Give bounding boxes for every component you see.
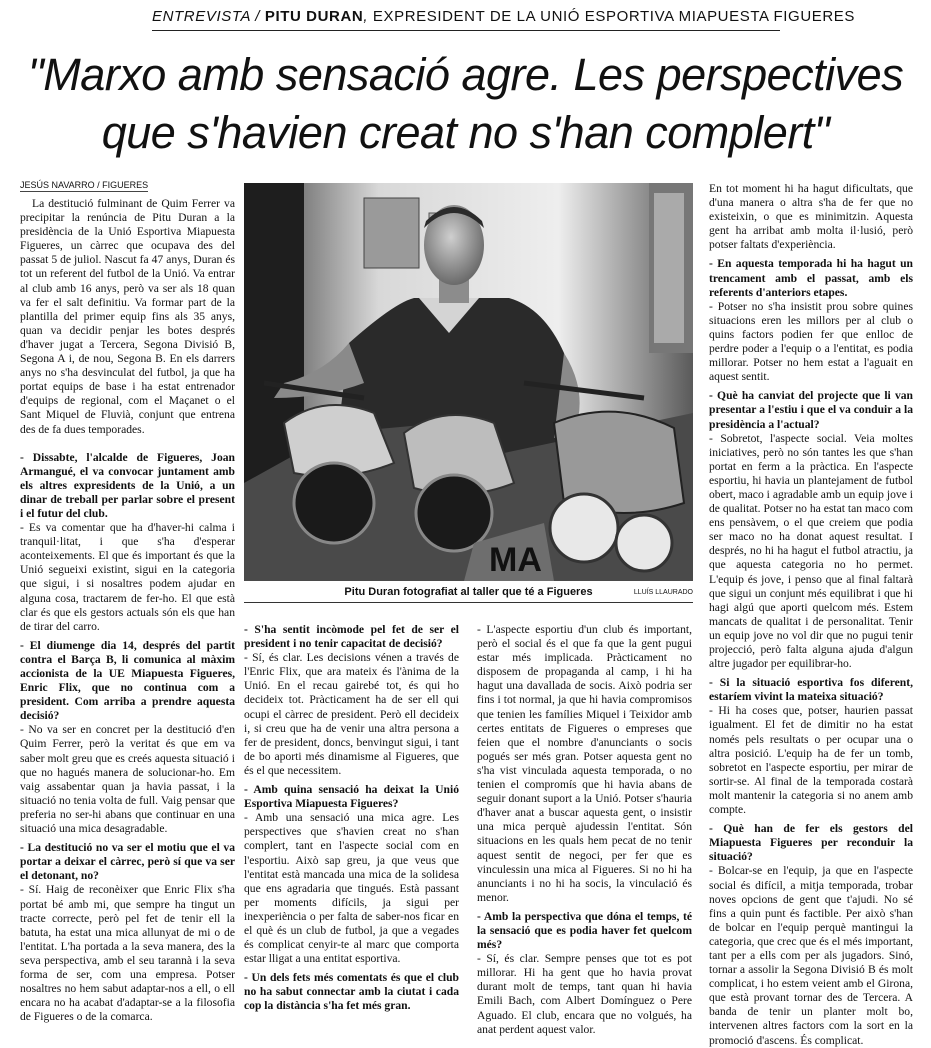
question: - Què han de fer els gestors del Miapuesta Figueres per reconduir la situació? [709, 822, 913, 864]
question: - Amb quina sensació ha deixat la Unió Esportiva Miapuesta Figueres? [244, 783, 459, 811]
section-kicker: ENTREVISTA / PITU DURAN, EXPRESIDENT DE LA UNIÓ ESPORTIVA MIAPUESTA FIGUERES [152, 4, 780, 31]
question: - Amb la perspectiva que dóna el temps, té la sensació que es podia haver fet quelcom més? [477, 909, 692, 952]
question: - La destitució no va ser el motiu que el va portar a deixar el càrrec, però sí que va ser el detonant, no? [20, 841, 235, 883]
intro-paragraph: La destitució fulminant de Quim Ferrer va precipitar la renúncia de Pitu Duran a la presidència de la Unió Esportiva Miapuesta Figueres, un càrrec que ocupava des del passat 5 de juliol. Nascut fa 47 anys, Duran és tot un referent del futbol de la Unió. Va entrar al club amb 16 anys, però va ser als 18 quan va fer el salt definitiu. Va formar part de la plantilla del primer equip fins als 35 anys, quan va decidir penjar les botes després d'haver jugat a Tercera, Segona Divisió B, Segona A i, de nou, Segona B. En els darrers anys no s'ha desvinculat del futbol, ja que ha portat equips de base i ha estat entrenador d'equips de regional, com el Maçanet o el Sant Miquel de Fluvià, conjunt que entrena des de fa dues temporades. [20, 197, 235, 436]
column-3 [477, 623, 692, 1036]
answer: - Hi ha coses que, potser, haurien passat igualment. El fet de dimitir no ha estat només pels resultats o per ocupar una o altra posició. L'equip ha de fer un tomb, sobretot en l'aspecte esportiu, per mirar de sortir-se. Al final de la temporada costarà molt mantenir la categoria si no anem amb compte. [709, 704, 913, 817]
answer: - Sí, és clar. Les decisions vénen a través de l'Enric Flix, que ara mateix és l'ànima de la Unió. En el recau gairebé tot, és qui ho decideix tot. Pràcticament ha de ser ell qui ocupi el càrrec de president. Però ell decideix i, si creu que ha de venir una altra persona a fer de president, doncs, benvingut sigui, i tant de bo aporti més dinamisme al Figueres, que és el que necessitem. [244, 651, 459, 777]
answer: - No va ser en concret per la destitució d'en Quim Ferrer, però la veritat és que em va saber molt greu que es creés aquesta situació i que no hagués manera de solucionar-ho. Em vaig assabentar quan ja havia passat, i la situació no tenia volta de full. Vaig pensar que preferia no ser-hi abans que continuar en una situació una mica desagradable. [20, 723, 235, 836]
column-1 [20, 197, 235, 1022]
answer: - L'aspecte esportiu d'un club és important, però el social és el que fa que la gent pugui estar més implicada. Pràcticament no disposem de propaganda al camp, i hi ha hagut una davallada de socis. Això podria ser fins i tot normal, ja que hi havia compromisos que tenien les famílies Miquel i Teixidor amb certes entitats de Figueres o empreses que feien que el nombre d'anunciants o socis pogués ser més gran. Potser aquesta gent no s'ha vist vinculada aquesta temporada, o no tenien el compromís que hi havia abans de seguir donant suport a la Unió. Potser s'hauria d'haver anat a buscar aquesta gent, o insistir una mica perquè ajudessin l'entitat. Són situacions en les quals hem pecat de no tenir aquest sentit de negoci, per fer que es vinculessin una mica al Figueres. Si no hi ha anunciants i no hi ha socis, la vinculació és menor. [477, 623, 692, 904]
column-4 [709, 182, 913, 1047]
byline: JESÚS NAVARRO / FIGUERES [20, 180, 149, 190]
kicker-name: PITU DURAN [264, 8, 364, 25]
headline-line-1: "Marxo amb sensació agre. Les perspectives [27, 49, 904, 100]
question: - S'ha sentit incòmode pel fet de ser el president i no tenir capacitat de decisió? [244, 623, 459, 651]
answer: En tot moment hi ha hagut dificultats, que d'una manera o altra s'ha de fer que no existeixin, o que es minimitzin. Aquesta gent ha arribat amb molta il·lusió, però potser faltats d'experiència. [709, 182, 913, 252]
question: - El diumenge dia 14, després del partit contra el Barça B, li comunica al màxim accionista de la UE Miapuesta Figueres, Enric Flix, que no continua com a president. Com arriba a prendre aquesta decisió? [20, 638, 235, 723]
question: - Si la situació esportiva fos diferent, estaríem vivint la mateixa situació? [709, 676, 913, 704]
answer: - Es va comentar que ha d'haver-hi calma i tranquil·litat, i que s'ha d'esperar aconteixements. El que és important és que la Unió segueixi existint, sigui en la categoria que sigui, i si nosaltres podem ajudar en alguna cosa, tractarem de fer-ho. El que està clar és que els gestors actuals són els que han de tirar del carro. [20, 521, 235, 633]
kicker-section: ENTREVISTA [152, 8, 251, 25]
photo-caption: Pitu Duran fotografiat al taller que té a Figueres [344, 586, 593, 598]
question: - Un dels fets més comentats és que el club no ha sabut connectar amb la ciutat i cada cop la distància s'ha fet més gran. [244, 971, 459, 1013]
photo-caption-bar [244, 584, 693, 603]
question: - Què ha canviat del projecte que li van presentar a l'estiu i que el va conduir a la presidència a l'actual? [709, 389, 913, 431]
kicker-role: EXPRESIDENT DE LA UNIÓ ESPORTIVA MIAPUESTA FIGUERES [372, 8, 855, 25]
answer: - Potser no s'ha insistit prou sobre quines situacions eren les millors per al club o quins factors podien fer que enlloc de perdre poder a l'equip o a l'entitat, es podia millorar. Potser no hem estat a l'aguait en aquest sentit. [709, 299, 913, 384]
headline-line-2: que s'havien creat no s'han complert" [101, 107, 830, 158]
photo-illustration [244, 183, 693, 581]
column-2 [244, 623, 459, 1022]
question: - Dissabte, l'alcalde de Figueres, Joan Armangué, el va convocar juntament amb els altres expresidents de la Unió, a un dinar de treball per parlar sobre el present i el futur del club. [20, 450, 235, 520]
question: - En aquesta temporada hi ha hagut un trencament amb el passat, amb els referents d'anteriors etapes. [709, 257, 913, 299]
photo-credit: LLUÍS LLAURADO [633, 589, 693, 596]
answer: - Sobretot, l'aspecte social. Veia moltes iniciatives, però no són tantes les que s'han portat en ferm a la pràctica. En l'aspecte esportiu, hi havia un plantejament de futbol obert, maco i agradable amb un equip jove i de qualitat. Potser no ha estat tan maco com ens pensàvem, o el que creiem que podia ser maco no ha donat aquest resultat. I després, no hi ha hagut el futbol atractiu, ja que aquesta categoria no ho permet. L'equip és jove, i penso que al final faltarà que sigui un conjunt més equilibrat i que hi hagi algú que aporti quelcom més. Estem mancats de qualitat i de personalitat. Tenir un equip jove no vol dir que no pugui tenir projecció, però falta alguna ajuda d'algun altre jugador per equilibrar-ho. [709, 431, 913, 671]
answer: - Bolcar-se en l'equip, ja que en l'aspecte social és difícil, a mitja temporada, trobar noves opcions de gent que t'ajudi. No sé fins a quin punt és factible. Per això s'han de bolcar en l'equip perquè mantingui la categoria, que crec que és el més important, tant per a ells com per als jugadors. Sinó, tornar a assolir la Segona Divisió B és molt complicat, i ho estem veient amb el Girona, que està provant tornar des de Tercera. A banda de tenir un planter molt bo, intervenen altres factors com la sort en la promoció d'ascens. És complicat. [709, 864, 913, 1047]
headline [20, 46, 911, 162]
interview-photo [244, 183, 693, 581]
answer: - Amb una sensació una mica agre. Les perspectives que s'havien creat no s'han complert, tant en l'aspecte social com en l'esportiu. Això sap greu, ja que veus que l'entitat està mancada una mica de la solidesa que ens agradaria que tingués. Està passant per moments difícils, ja sigui per inexperiència o per falta de saber-nos ficar en el què és un club de futbol, ja que a vegades és complicat cenyir-te al marc que comporta estar lligat a una entitat esportiva. [244, 811, 459, 966]
answer: - Sí. Haig de reconèixer que Enric Flix s'ha portat bé amb mi, que sempre ha tingut un tracte correcte, però pel fet de tenir ell la batuta, ha estat una mica allunyat de mi o de l'entitat. L'ha portada a la seva manera, des la seva perspectiva, amb el seu tarannà i la seva forma de ser, com una empresa. Potser nosaltres no hem sabut adaptar-nos a ell, o ell encara no ha acabat d'adaptar-se a la filosofia de Figueres o de la comarca. [20, 883, 235, 1024]
answer: - Sí, és clar. Sempre penses que tot es pot millorar. Hi ha gent que ho havia provat durant molt de temps, tant quan hi havia Emili Bach, com Albert Domínguez o Pere Aguado. El club, encara que no volgués, ha anat perdent aquest valor. [477, 952, 692, 1036]
motorbike-label: MA [489, 541, 542, 579]
